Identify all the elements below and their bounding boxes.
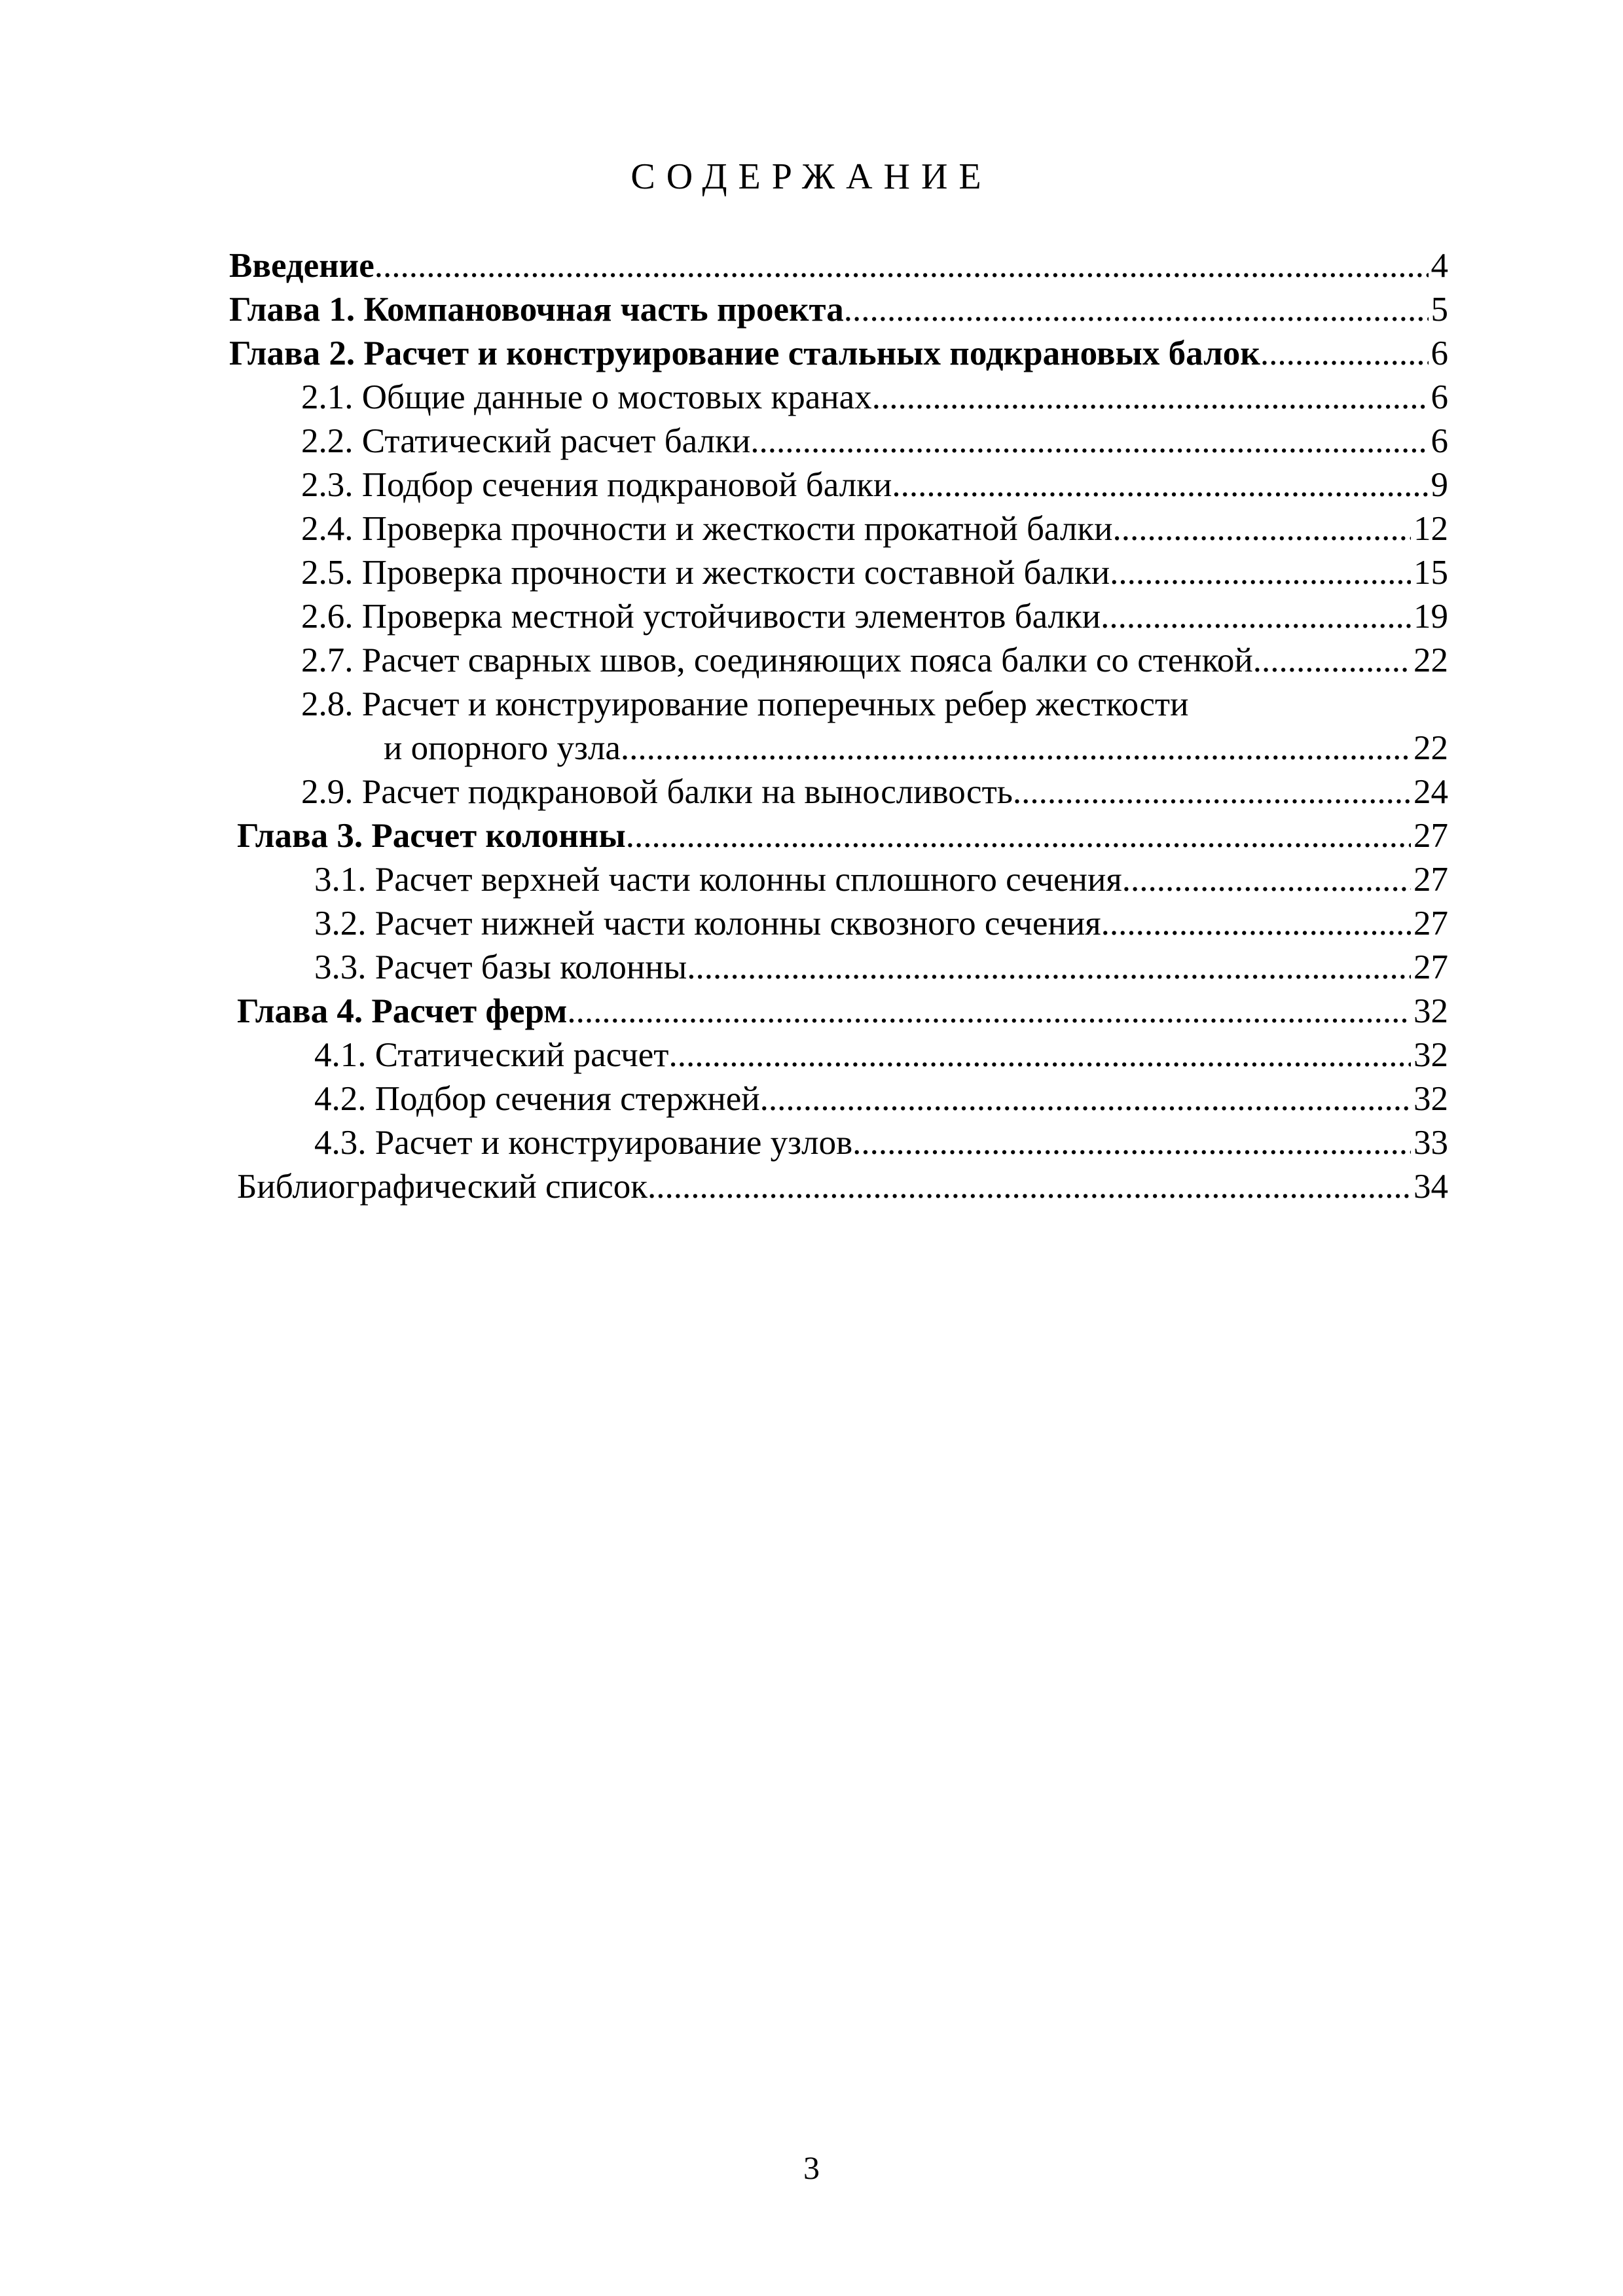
toc-entry-page: 32 xyxy=(1413,1080,1448,1118)
dot-leader xyxy=(1112,507,1411,550)
toc-entry-label: Введение xyxy=(229,247,374,285)
toc-entry-page: 19 xyxy=(1413,598,1448,636)
dot-leader xyxy=(626,814,1411,857)
dot-leader xyxy=(1122,858,1411,901)
dot-leader xyxy=(1110,551,1411,594)
toc-entry-label: 3.1. Расчет верхней части колонны сплошного сечения xyxy=(314,861,1122,899)
toc-entry-2-1[interactable] xyxy=(301,376,1448,419)
toc-entry-label: 2.9. Расчет подкрановой балки на выносливость xyxy=(301,773,1013,811)
toc-entry-page: 27 xyxy=(1413,948,1448,986)
toc-entry-label: Глава 1. Компановочная часть проекта xyxy=(229,291,844,329)
dot-leader xyxy=(750,420,1428,463)
toc-entry-page: 27 xyxy=(1413,817,1448,855)
toc-entry-chapter-4[interactable] xyxy=(237,990,1448,1033)
page-number: 3 xyxy=(803,2149,820,2186)
toc-entry-4-3[interactable] xyxy=(314,1121,1448,1164)
toc-entry-label: 2.2. Статический расчет балки xyxy=(301,422,751,460)
toc-entry-label: 2.1. Общие данные о мостовых кранах xyxy=(301,378,872,416)
toc-entry-page: 6 xyxy=(1431,378,1448,416)
dot-leader xyxy=(1013,770,1411,814)
toc-entry-2-3[interactable] xyxy=(301,463,1448,507)
dot-leader xyxy=(1101,595,1411,638)
toc-entry-3-3[interactable] xyxy=(314,946,1448,989)
toc-entry-label: 4.2. Подбор сечения стержней xyxy=(314,1080,760,1118)
toc-entry-label: 3.2. Расчет нижней части колонны сквозного сечения xyxy=(314,905,1101,942)
toc-entry-chapter-1[interactable] xyxy=(229,288,1448,331)
toc-entry-label: Библиографический список xyxy=(237,1168,647,1206)
toc-entry-label: 2.5. Проверка прочности и жесткости составной балки xyxy=(301,554,1110,592)
toc-entry-2-2[interactable] xyxy=(301,420,1448,463)
toc-entry-label: Глава 3. Расчет колонны xyxy=(237,817,626,855)
toc-entry-2-6[interactable] xyxy=(301,595,1448,638)
toc-entry-label: и опорного узла xyxy=(384,729,621,767)
toc-entry-page: 34 xyxy=(1413,1168,1448,1206)
toc-entry-page: 27 xyxy=(1413,905,1448,942)
toc-entry-label: Глава 4. Расчет ферм xyxy=(237,992,568,1030)
toc-entry-page: 5 xyxy=(1431,291,1448,329)
toc-entry-2-9[interactable] xyxy=(301,770,1448,814)
toc-entry-page: 9 xyxy=(1431,466,1448,504)
toc-entry-page: 27 xyxy=(1413,861,1448,899)
toc-entry-introduction[interactable] xyxy=(229,244,1448,287)
toc-entry-label: 2.4. Проверка прочности и жесткости прокатной балки xyxy=(301,510,1113,548)
dot-leader xyxy=(1101,902,1411,945)
toc-entry-2-5[interactable] xyxy=(301,551,1448,594)
dot-leader xyxy=(647,1165,1411,1208)
toc-entry-chapter-2[interactable] xyxy=(229,332,1448,375)
toc-entry-2-8[interactable] xyxy=(384,726,1448,770)
toc-entry-4-2[interactable] xyxy=(314,1077,1448,1121)
dot-leader xyxy=(621,726,1411,770)
toc-entry-page: 4 xyxy=(1431,247,1448,285)
toc-entry-label: 2.6. Проверка местной устойчивости элементов балки xyxy=(301,598,1101,636)
dot-leader xyxy=(852,1121,1411,1164)
table-of-contents xyxy=(0,244,1623,1226)
dot-leader xyxy=(687,946,1411,989)
toc-entry-2-7[interactable] xyxy=(301,639,1448,682)
toc-entry-page: 24 xyxy=(1413,773,1448,811)
dot-leader xyxy=(872,376,1429,419)
toc-entry-label: 2.7. Расчет сварных швов, соединяющих пояса балки со стенкой xyxy=(301,641,1253,679)
dot-leader xyxy=(1260,332,1429,375)
toc-entry-page: 12 xyxy=(1413,510,1448,548)
toc-entry-page: 32 xyxy=(1413,1036,1448,1074)
dot-leader xyxy=(1253,639,1411,682)
dot-leader xyxy=(567,990,1411,1033)
toc-entry-4-1[interactable] xyxy=(314,1033,1448,1077)
dot-leader xyxy=(760,1077,1411,1121)
dot-leader xyxy=(668,1033,1411,1077)
toc-entry-page: 6 xyxy=(1431,422,1448,460)
toc-entry-label: 3.3. Расчет базы колонны xyxy=(314,948,687,986)
toc-entry-2-8-first-line[interactable]: 2.8. Расчет и конструирование поперечных ребер жесткости xyxy=(301,685,1189,723)
toc-entry-page: 6 xyxy=(1431,334,1448,372)
dot-leader xyxy=(892,463,1428,507)
toc-entry-page: 22 xyxy=(1413,729,1448,767)
toc-entry-bibliography[interactable] xyxy=(237,1165,1448,1208)
toc-entry-page: 33 xyxy=(1413,1124,1448,1162)
page-title: СОДЕРЖАНИЕ xyxy=(630,156,993,197)
toc-entry-label: Глава 2. Расчет и конструирование стальных подкрановых балок xyxy=(229,334,1260,372)
toc-entry-label: 4.1. Статический расчет xyxy=(314,1036,669,1074)
toc-entry-chapter-3[interactable] xyxy=(237,814,1448,857)
toc-entry-page: 15 xyxy=(1413,554,1448,592)
toc-entry-label: 4.3. Расчет и конструирование узлов xyxy=(314,1124,853,1162)
toc-entry-page: 32 xyxy=(1413,992,1448,1030)
toc-entry-3-1[interactable] xyxy=(314,858,1448,901)
toc-entry-page: 22 xyxy=(1413,641,1448,679)
dot-leader xyxy=(374,244,1429,287)
toc-entry-label: 2.3. Подбор сечения подкрановой балки xyxy=(301,466,892,504)
toc-entry-3-2[interactable] xyxy=(314,902,1448,945)
dot-leader xyxy=(844,288,1429,331)
toc-entry-2-4[interactable] xyxy=(301,507,1448,550)
